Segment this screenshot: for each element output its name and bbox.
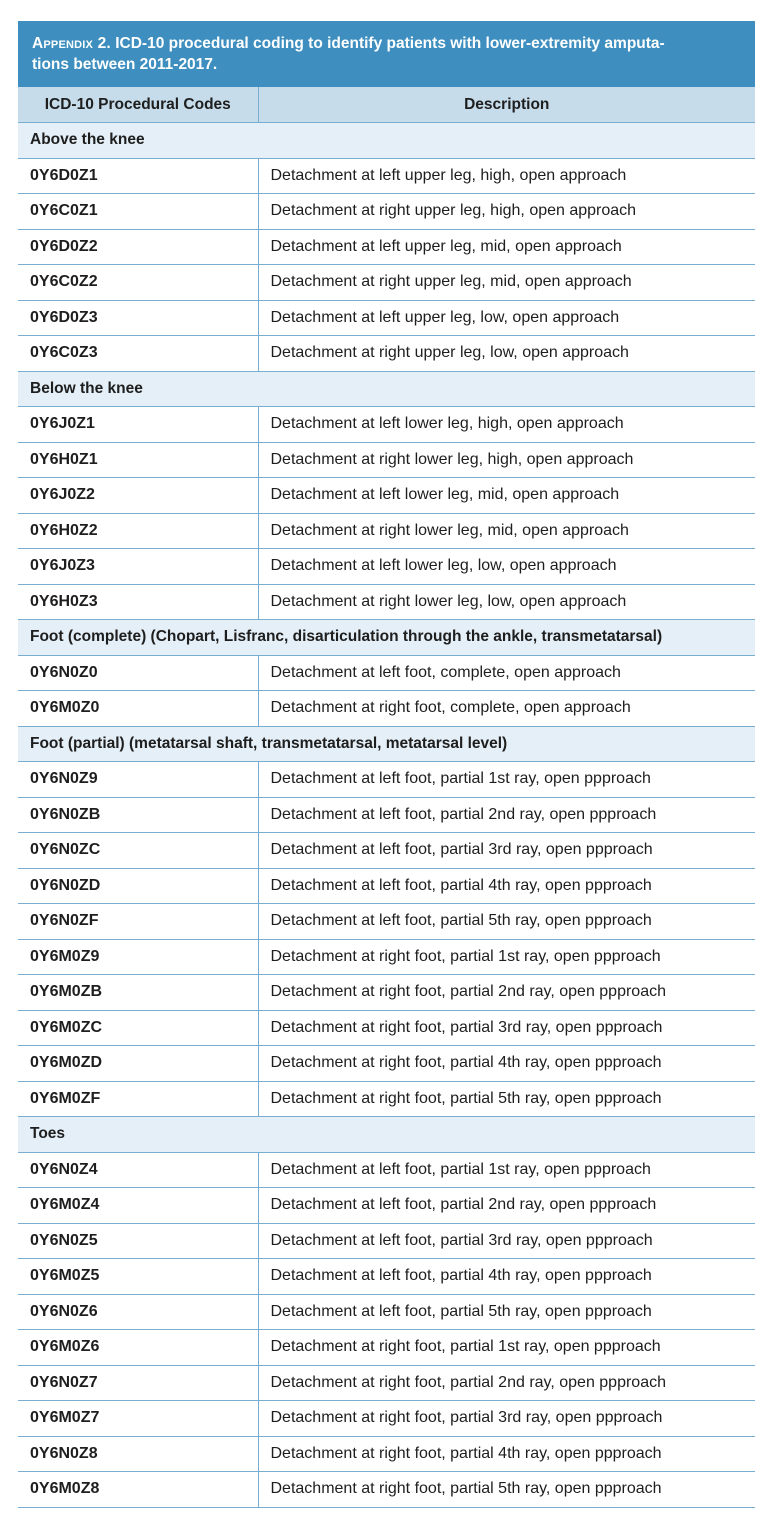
procedure-description: Detachment at right foot, partial 4th ray, open ppproach [258, 1046, 755, 1082]
procedure-code: 0Y6M0Z4 [18, 1188, 258, 1224]
procedure-description: Detachment at right lower leg, low, open approach [258, 584, 755, 620]
procedure-description: Detachment at right foot, partial 1st ray, open ppproach [258, 939, 755, 975]
table-row [18, 513, 755, 549]
procedure-code: 0Y6N0Z0 [18, 655, 258, 691]
table-row [18, 1259, 755, 1295]
procedure-code: 0Y6M0Z8 [18, 1472, 258, 1508]
table-row [18, 336, 755, 372]
procedure-description: Detachment at left foot, partial 5th ray, open ppproach [258, 904, 755, 940]
section-label: Below the knee [18, 371, 755, 407]
section-label: Toes [18, 1117, 755, 1153]
column-header-codes: ICD-10 Procedural Codes [18, 87, 258, 123]
procedure-code: 0Y6D0Z1 [18, 158, 258, 194]
procedure-code: 0Y6N0Z5 [18, 1223, 258, 1259]
procedure-description: Detachment at left lower leg, low, open approach [258, 549, 755, 585]
procedure-code: 0Y6N0Z9 [18, 762, 258, 798]
table-row [18, 1365, 755, 1401]
section-label: Foot (complete) (Chopart, Lisfranc, disarticulation through the ankle, transmetatarsal) [18, 620, 755, 656]
table-row [18, 797, 755, 833]
table-row [18, 300, 755, 336]
appendix-table-container [18, 21, 755, 1508]
table-row [18, 1081, 755, 1117]
table-row [18, 691, 755, 727]
procedure-code: 0Y6N0Z7 [18, 1365, 258, 1401]
table-row [18, 655, 755, 691]
procedure-description: Detachment at right foot, complete, open approach [258, 691, 755, 727]
procedure-description: Detachment at left foot, partial 2nd ray, open ppproach [258, 1188, 755, 1224]
table-row [18, 904, 755, 940]
procedure-description: Detachment at right foot, partial 3rd ray, open ppproach [258, 1010, 755, 1046]
procedure-description: Detachment at left upper leg, high, open approach [258, 158, 755, 194]
table-row [18, 1010, 755, 1046]
section-label: Foot (partial) (metatarsal shaft, transmetatarsal, metatarsal level) [18, 726, 755, 762]
procedure-code: 0Y6H0Z3 [18, 584, 258, 620]
procedure-code: 0Y6C0Z2 [18, 265, 258, 301]
procedure-description: Detachment at left foot, partial 1st ray, open ppproach [258, 762, 755, 798]
table-row [18, 868, 755, 904]
procedure-code: 0Y6N0ZB [18, 797, 258, 833]
procedure-description: Detachment at left upper leg, mid, open approach [258, 229, 755, 265]
table-row [18, 265, 755, 301]
procedure-code: 0Y6C0Z3 [18, 336, 258, 372]
procedure-description: Detachment at right foot, partial 4th ray, open ppproach [258, 1436, 755, 1472]
table-row [18, 939, 755, 975]
section-row [18, 371, 755, 407]
table-row [18, 1330, 755, 1366]
table-row [18, 762, 755, 798]
procedure-description: Detachment at right lower leg, mid, open approach [258, 513, 755, 549]
procedure-code: 0Y6N0Z4 [18, 1152, 258, 1188]
procedure-code: 0Y6N0ZC [18, 833, 258, 869]
table-row [18, 194, 755, 230]
section-label: Above the knee [18, 123, 755, 159]
procedure-description: Detachment at right foot, partial 5th ray, open ppproach [258, 1472, 755, 1508]
section-row [18, 123, 755, 159]
procedure-code: 0Y6M0ZD [18, 1046, 258, 1082]
table-row [18, 975, 755, 1011]
title-lead: Appendix 2. [32, 35, 111, 52]
table-body [18, 123, 755, 1508]
procedure-description: Detachment at left lower leg, mid, open approach [258, 478, 755, 514]
procedure-code: 0Y6M0Z5 [18, 1259, 258, 1295]
table-row [18, 1152, 755, 1188]
procedure-code: 0Y6J0Z1 [18, 407, 258, 443]
section-row [18, 726, 755, 762]
table-row [18, 1223, 755, 1259]
procedure-code: 0Y6C0Z1 [18, 194, 258, 230]
procedure-code: 0Y6M0Z9 [18, 939, 258, 975]
procedure-description: Detachment at right lower leg, high, open approach [258, 442, 755, 478]
procedure-code: 0Y6D0Z2 [18, 229, 258, 265]
procedure-code: 0Y6D0Z3 [18, 300, 258, 336]
procedure-code: 0Y6M0ZB [18, 975, 258, 1011]
table-row [18, 158, 755, 194]
table-row [18, 407, 755, 443]
table-row [18, 229, 755, 265]
procedure-description: Detachment at left foot, partial 4th ray, open ppproach [258, 868, 755, 904]
procedure-code: 0Y6N0Z8 [18, 1436, 258, 1472]
procedure-description: Detachment at right foot, partial 2nd ray, open ppproach [258, 1365, 755, 1401]
table-row [18, 442, 755, 478]
procedure-code: 0Y6M0ZC [18, 1010, 258, 1046]
procedure-code: 0Y6M0ZF [18, 1081, 258, 1117]
procedure-code: 0Y6M0Z0 [18, 691, 258, 727]
table-row [18, 1436, 755, 1472]
procedure-description: Detachment at right upper leg, mid, open approach [258, 265, 755, 301]
procedure-description: Detachment at left foot, partial 4th ray, open ppproach [258, 1259, 755, 1295]
procedure-code: 0Y6M0Z7 [18, 1401, 258, 1437]
column-header-description: Description [258, 87, 755, 123]
table-title [18, 21, 755, 87]
table-row [18, 1046, 755, 1082]
procedure-code: 0Y6N0ZF [18, 904, 258, 940]
procedure-description: Detachment at left foot, partial 5th ray, open ppproach [258, 1294, 755, 1330]
table-header-row [18, 87, 755, 123]
procedure-description: Detachment at left foot, partial 3rd ray, open ppproach [258, 1223, 755, 1259]
table-row [18, 549, 755, 585]
table-row [18, 1472, 755, 1508]
title-text: ICD-10 procedural coding to identify patients with lower-extremity amputa- [115, 35, 665, 52]
title-text-continued: tions between 2011-2017. [32, 56, 218, 73]
procedure-description: Detachment at right foot, partial 1st ray, open ppproach [258, 1330, 755, 1366]
procedure-description: Detachment at left lower leg, high, open approach [258, 407, 755, 443]
procedure-description: Detachment at right upper leg, high, open approach [258, 194, 755, 230]
table-row [18, 1188, 755, 1224]
procedure-code: 0Y6H0Z2 [18, 513, 258, 549]
table-row [18, 1401, 755, 1437]
procedure-description: Detachment at right foot, partial 2nd ray, open ppproach [258, 975, 755, 1011]
procedure-description: Detachment at left foot, partial 1st ray, open ppproach [258, 1152, 755, 1188]
icd-codes-table [18, 87, 755, 1508]
procedure-code: 0Y6N0Z6 [18, 1294, 258, 1330]
procedure-description: Detachment at right foot, partial 5th ray, open ppproach [258, 1081, 755, 1117]
table-row [18, 478, 755, 514]
section-row [18, 620, 755, 656]
section-row [18, 1117, 755, 1153]
procedure-description: Detachment at left foot, partial 2nd ray, open ppproach [258, 797, 755, 833]
procedure-code: 0Y6J0Z3 [18, 549, 258, 585]
procedure-code: 0Y6M0Z6 [18, 1330, 258, 1366]
procedure-description: Detachment at right upper leg, low, open approach [258, 336, 755, 372]
procedure-description: Detachment at left upper leg, low, open approach [258, 300, 755, 336]
procedure-code: 0Y6J0Z2 [18, 478, 258, 514]
procedure-description: Detachment at left foot, complete, open approach [258, 655, 755, 691]
procedure-code: 0Y6H0Z1 [18, 442, 258, 478]
table-row [18, 584, 755, 620]
procedure-description: Detachment at right foot, partial 3rd ray, open ppproach [258, 1401, 755, 1437]
table-row [18, 1294, 755, 1330]
table-row [18, 833, 755, 869]
procedure-description: Detachment at left foot, partial 3rd ray, open ppproach [258, 833, 755, 869]
procedure-code: 0Y6N0ZD [18, 868, 258, 904]
